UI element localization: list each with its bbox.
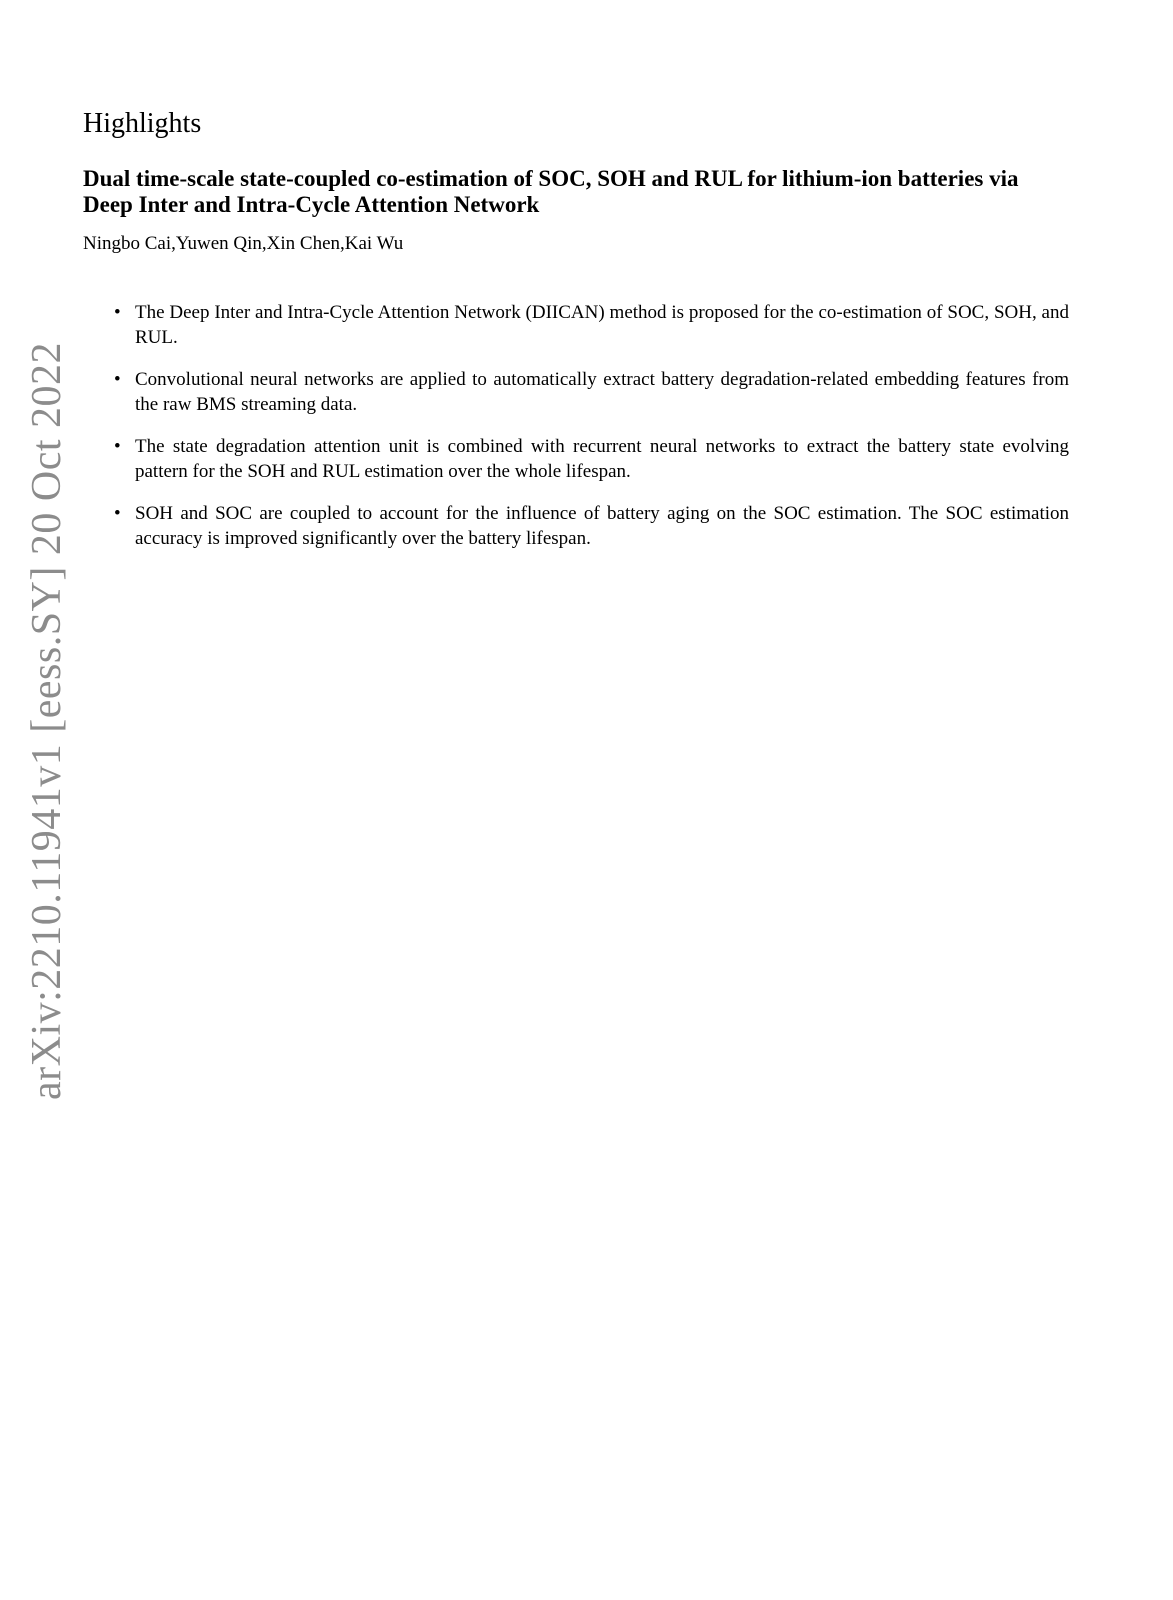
author-list: Ningbo Cai,Yuwen Qin,Xin Chen,Kai Wu <box>83 233 404 254</box>
paper-title: Dual time-scale state-coupled co-estimation of SOC, SOH and RUL for lithium-ion batteries via Deep Inter and Intra-Cycle Attention Network <box>83 166 1019 217</box>
highlight-item <box>114 501 1069 551</box>
highlight-text: The state degradation attention unit is combined with recurrent neural networks to extract the battery state evolving pattern for the SOH and RUL estimation over the whole lifespan. <box>135 436 1069 482</box>
bullet-icon: • <box>114 369 121 390</box>
highlight-item <box>114 300 1069 350</box>
arxiv-identifier-stamp: arXiv:2210.11941v1 [eess.SY] 20 Oct 2022 <box>24 341 70 1100</box>
highlights-list <box>83 300 1069 551</box>
bullet-icon: • <box>114 436 121 457</box>
highlight-text: The Deep Inter and Intra-Cycle Attention Network (DIICAN) method is proposed for the co-estimation of SOC, SOH, and RUL. <box>135 302 1069 348</box>
highlights-page <box>83 106 1069 568</box>
highlight-text: Convolutional neural networks are applied to automatically extract battery degradation-related embedding features from the raw BMS streaming data. <box>135 369 1069 415</box>
bullet-icon: • <box>114 302 121 323</box>
highlight-text: SOH and SOC are coupled to account for the influence of battery aging on the SOC estimation. The SOC estimation accuracy is improved significantly over the battery lifespan. <box>135 503 1069 549</box>
highlight-item <box>114 367 1069 417</box>
bullet-icon: • <box>114 503 121 524</box>
highlight-item <box>114 434 1069 484</box>
section-heading: Highlights <box>83 108 202 139</box>
